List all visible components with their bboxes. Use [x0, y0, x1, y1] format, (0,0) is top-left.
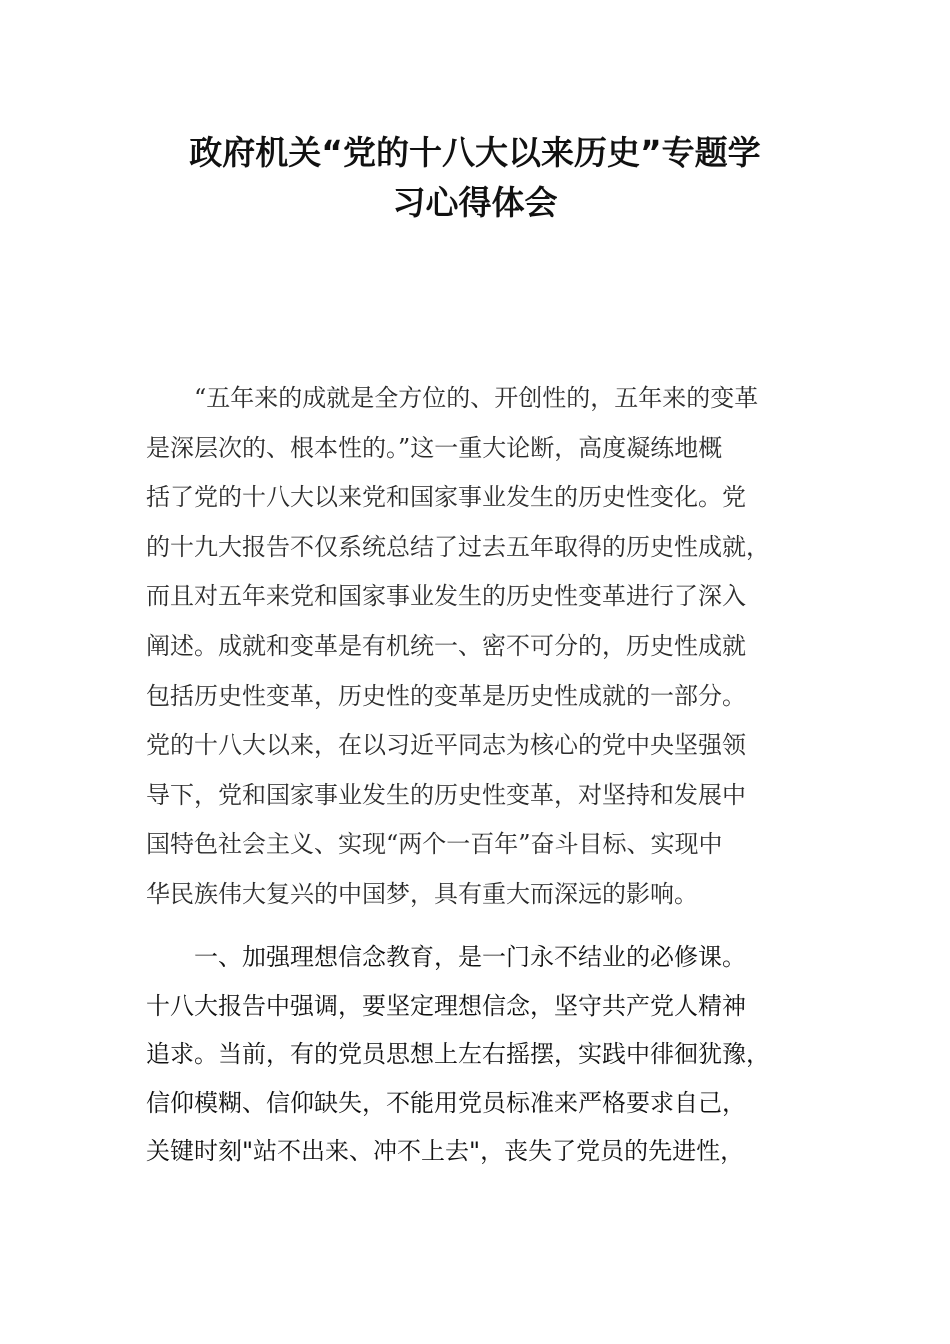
paragraph-1-line: 阐述。成就和变革是有机统一、密不可分的，历史性成就 [146, 631, 746, 660]
paragraph-1 [146, 374, 806, 920]
paragraph-1-line: 党的十八大以来，在以习近平同志为核心的党中央坚强领 [146, 731, 746, 760]
document-title [150, 128, 800, 228]
paragraph-2-heading-line: 一、加强理想信念教育，是一门永不结业的必修课。 [194, 943, 746, 971]
paragraph-1-line: 括了党的十八大以来党和国家事业发生的历史性变化。党 [146, 483, 746, 512]
paragraph-1-line: 是深层次的、根本性的。”这一重大论断，高度凝练地概 [146, 433, 723, 462]
title-line-1: 政府机关“党的十八大以来历史”专题学 [189, 133, 761, 172]
paragraph-1-line: 而且对五年来党和国家事业发生的历史性变革进行了深入 [146, 582, 746, 611]
paragraph-1-line: 包括历史性变革，历史性的变革是历史性成就的一部分。 [146, 681, 746, 710]
paragraph-2-line: 十八大报告中强调，要坚定理想信念，坚守共产党人精神 [146, 991, 746, 1020]
title-line-2: 习心得体会 [392, 183, 558, 222]
paragraph-1-line: 国特色社会主义、实现“两个一百年”奋斗目标、实现中 [146, 830, 723, 859]
paragraph-1-line: 华民族伟大复兴的中国梦，具有重大而深远的影响。 [146, 879, 698, 908]
paragraph-2 [146, 933, 806, 1176]
paragraph-2-line: 追求。当前，有的党员思想上左右摇摆，实践中徘徊犹豫， [146, 1040, 770, 1069]
paragraph-1-line: 导下，党和国家事业发生的历史性变革，对坚持和发展中 [146, 780, 746, 809]
paragraph-2-line: 关键时刻"站不出来、冲不上去"，丧失了党员的先进性， [146, 1137, 745, 1166]
paragraph-1-line: “五年来的成就是全方位的、开创性的，五年来的变革 [194, 384, 759, 412]
paragraph-1-line: 的十九大报告不仅系统总结了过去五年取得的历史性成就， [146, 532, 770, 561]
paragraph-2-line: 信仰模糊、信仰缺失，不能用党员标准来严格要求自己， [146, 1088, 746, 1117]
